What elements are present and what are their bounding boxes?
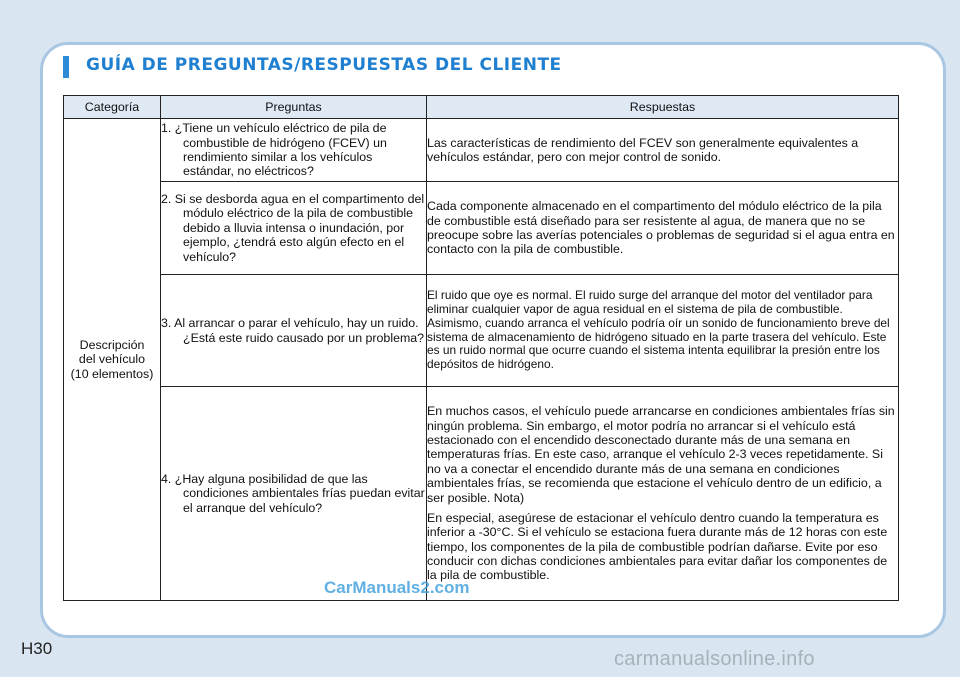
watermark: CarManuals2.com: [324, 578, 470, 597]
answer-paragraph: En muchos casos, el vehículo puede arrancarse en condiciones ambientales frías sin ningún problema. Sin embargo, el motor podría no arrancar si el vehículo está estacionado con el encendido desconectado durante más de una semana en temperaturas frías. En este caso, arranque el vehículo 2-3 veces repetidamente. Si no va a conectar el encendido durante más de una semana en condiciones ambientales frías, se recomienda que estacione el vehículo dentro de un edificio, a ser posible. Nota): [427, 404, 895, 505]
question-cell: [161, 119, 427, 182]
table-row: [64, 387, 899, 601]
category-label: Descripción del vehículo (10 elementos): [70, 337, 154, 381]
answer-cell: [427, 387, 899, 601]
column-header-category: Categoría: [64, 96, 161, 119]
question-text: 1. ¿Tiene un vehículo eléctrico de pila de combustible de hidrógeno (FCEV) un rendimiento similar a los vehículos estándar, no eléctricos?: [161, 121, 387, 179]
answer-text: Las características de rendimiento del FCEV son generalmente equivalentes a vehículos estándar, pero con mejor control de sonido.: [427, 135, 859, 164]
question-cell: [161, 182, 427, 275]
answer-text: Cada componente almacenado en el compartimento del módulo eléctrico de la pila de combustible está diseñado para ser resistente al agua, de manera que no se preocupe sobre las averías potenciales o problemas de seguridad si el agua entra en contacto con la pila de combustible.: [427, 199, 895, 257]
question-text: 3. Al arrancar o parar el vehículo, hay un ruido. ¿Está este ruido causado por un problema?: [161, 316, 425, 345]
question-cell: [161, 387, 427, 601]
question-text: 4. ¿Hay alguna posibilidad de que las condiciones ambientales frías puedan evitar el arranque del vehículo?: [161, 471, 425, 515]
footer-site-label: carmanualsonline.info: [614, 648, 815, 670]
table-row: [64, 275, 899, 387]
table-row: [64, 182, 899, 275]
table-row: [64, 119, 899, 182]
column-header-questions: Preguntas: [161, 96, 427, 119]
answer-cell: [427, 119, 899, 182]
column-header-answers: Respuestas: [427, 96, 899, 119]
answer-paragraph: En especial, asegúrese de estacionar el vehículo dentro cuando la temperatura es inferior a -30°C. Si el vehículo se estaciona fuera durante más de 12 horas con este tiempo, los componentes de la pila de combustible podrían dañarse. Evite por eso conducir con dichas condiciones ambientales para evitar dañar los componentes de la pila de combustible.: [427, 510, 888, 583]
page-number: H30: [21, 639, 53, 658]
answer-text: El ruido que oye es normal. El ruido surge del arranque del motor del ventilador para eliminar cualquier vapor de agua residual en el sistema de pila de combustible. Asimismo, cuando arranca el vehículo podría oír un sonido de funcionamiento breve del sistema de almacenamiento de hidrógeno situado en la parte trasera del vehículo. Este es un ruido normal que ocurre cuando el sistema intenta equilibrar la presión entre los depósitos de hidrógeno.: [427, 288, 890, 372]
qa-table: [63, 95, 899, 601]
answer-cell: [427, 275, 899, 387]
page-title: GUÍA DE PREGUNTAS/RESPUESTAS DEL CLIENTE: [86, 55, 562, 75]
category-cell: [64, 119, 161, 601]
table-header-row: [64, 96, 899, 119]
answer-cell: [427, 182, 899, 275]
question-text: 2. Si se desborda agua en el compartimento del módulo eléctrico de la pila de combustible debido a lluvia intensa o inundación, por ejemplo, ¿tendrá esto algún efecto en el vehículo?: [161, 192, 425, 264]
question-cell: [161, 275, 427, 387]
title-accent-bar: [63, 56, 69, 78]
